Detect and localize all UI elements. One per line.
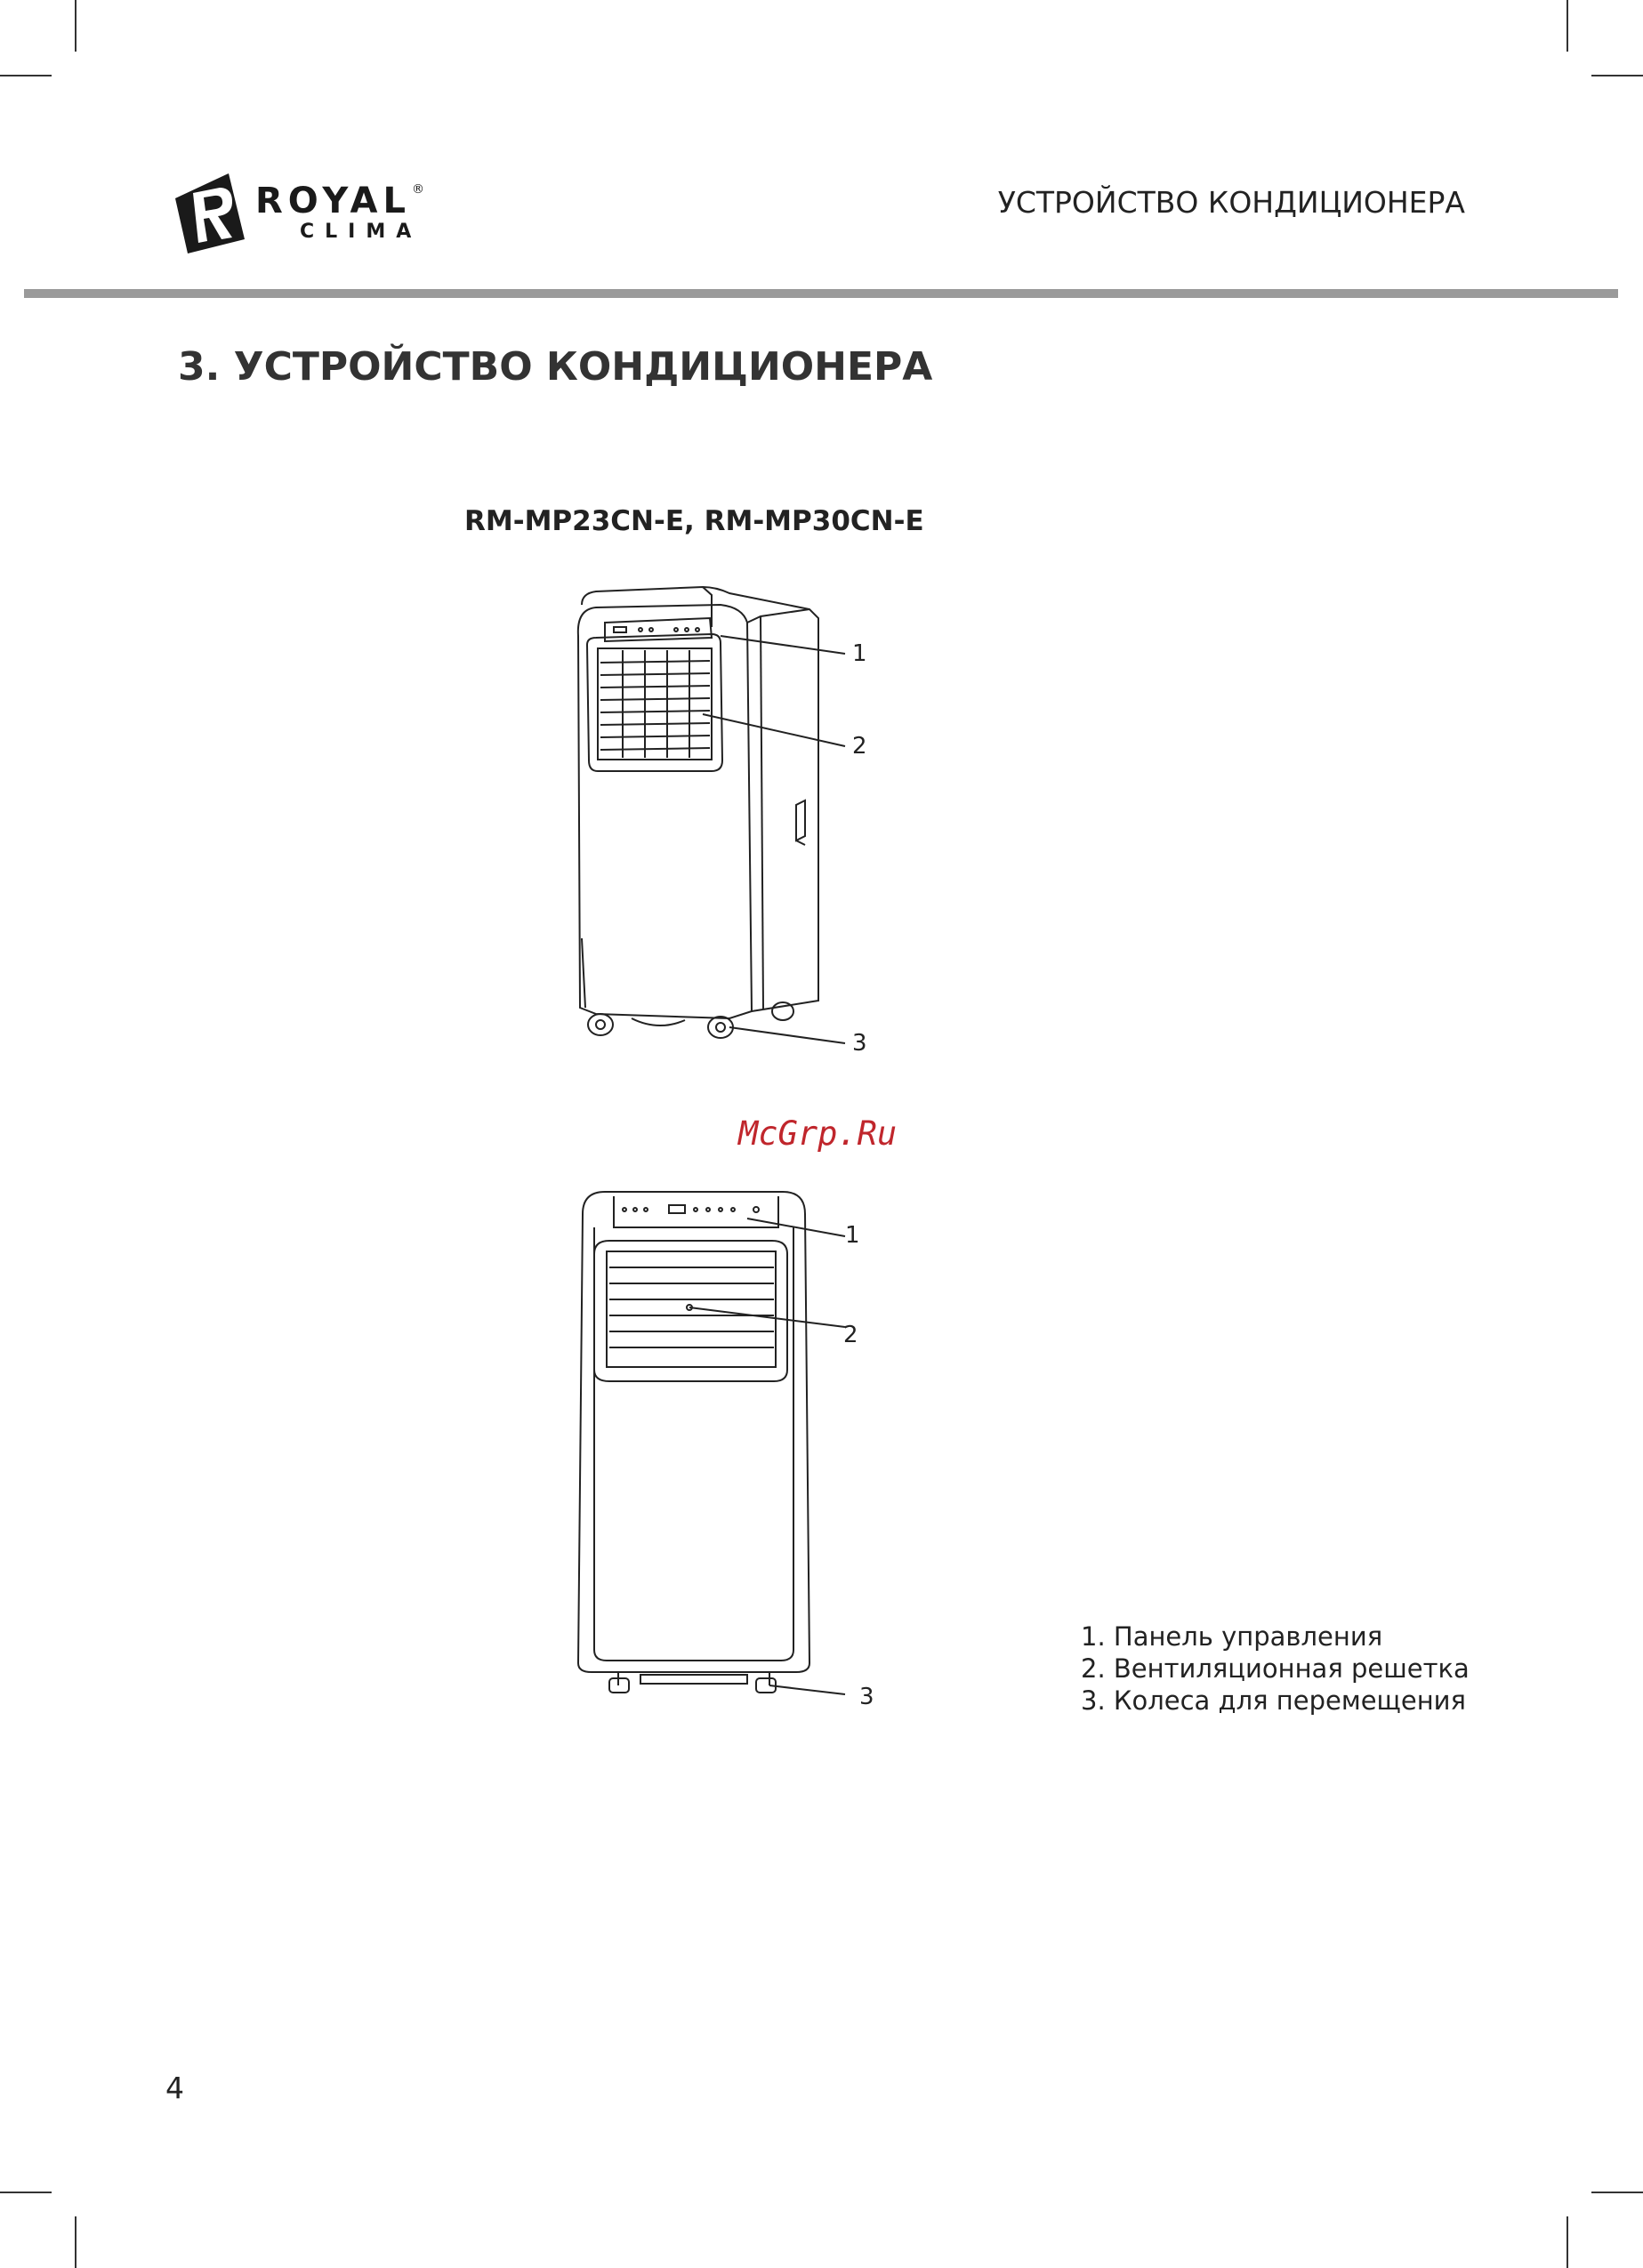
page-number: 4: [165, 2071, 184, 2105]
callout-leaders: [689, 1218, 845, 1694]
header-section-label: УСТРОЙСТВО КОНДИЦИОНЕРА: [997, 185, 1465, 220]
parts-legend: [1081, 1621, 1470, 1717]
brand-subname: CLIMA: [300, 221, 423, 243]
section-title: 3. УСТРОЙСТВО КОНДИЦИОНЕРА: [178, 344, 933, 390]
legend-item: 2. Вентиляционная решетка: [1081, 1653, 1470, 1684]
registered-mark: ®: [412, 182, 424, 197]
callout-2: 2: [843, 1322, 858, 1348]
callout-2: 2: [852, 733, 867, 760]
model-names: RM-MP23CN-E, RM-MP30CN-E: [464, 505, 924, 537]
brand-logo: [173, 173, 485, 253]
figure-perspective-view: [569, 583, 890, 1058]
crop-mark: [75, 0, 77, 52]
crop-mark: [0, 2192, 52, 2193]
crop-mark: [1566, 0, 1568, 52]
figure-front-view: [569, 1187, 890, 1712]
callout-1: 1: [845, 1222, 860, 1249]
crop-mark: [1591, 2192, 1643, 2193]
crop-mark: [75, 2216, 77, 2268]
crop-mark: [1566, 2216, 1568, 2268]
legend-item: 1. Панель управления: [1081, 1621, 1383, 1652]
r-emblem-icon: [175, 173, 245, 253]
crop-mark: [0, 75, 52, 76]
callout-leaders: [703, 636, 845, 1043]
air-conditioner-perspective-drawing: [578, 587, 818, 1038]
callout-3: 3: [859, 1684, 874, 1710]
callout-1: 1: [852, 640, 867, 667]
watermark: McGrp.Ru: [738, 1114, 898, 1153]
crop-mark: [1591, 75, 1643, 76]
legend-item: 3. Колеса для перемещения: [1081, 1685, 1466, 1716]
air-conditioner-front-drawing: [578, 1192, 809, 1693]
header-divider: [24, 289, 1618, 298]
callout-3: 3: [852, 1030, 867, 1057]
brand-name: ROYAL: [255, 181, 411, 221]
